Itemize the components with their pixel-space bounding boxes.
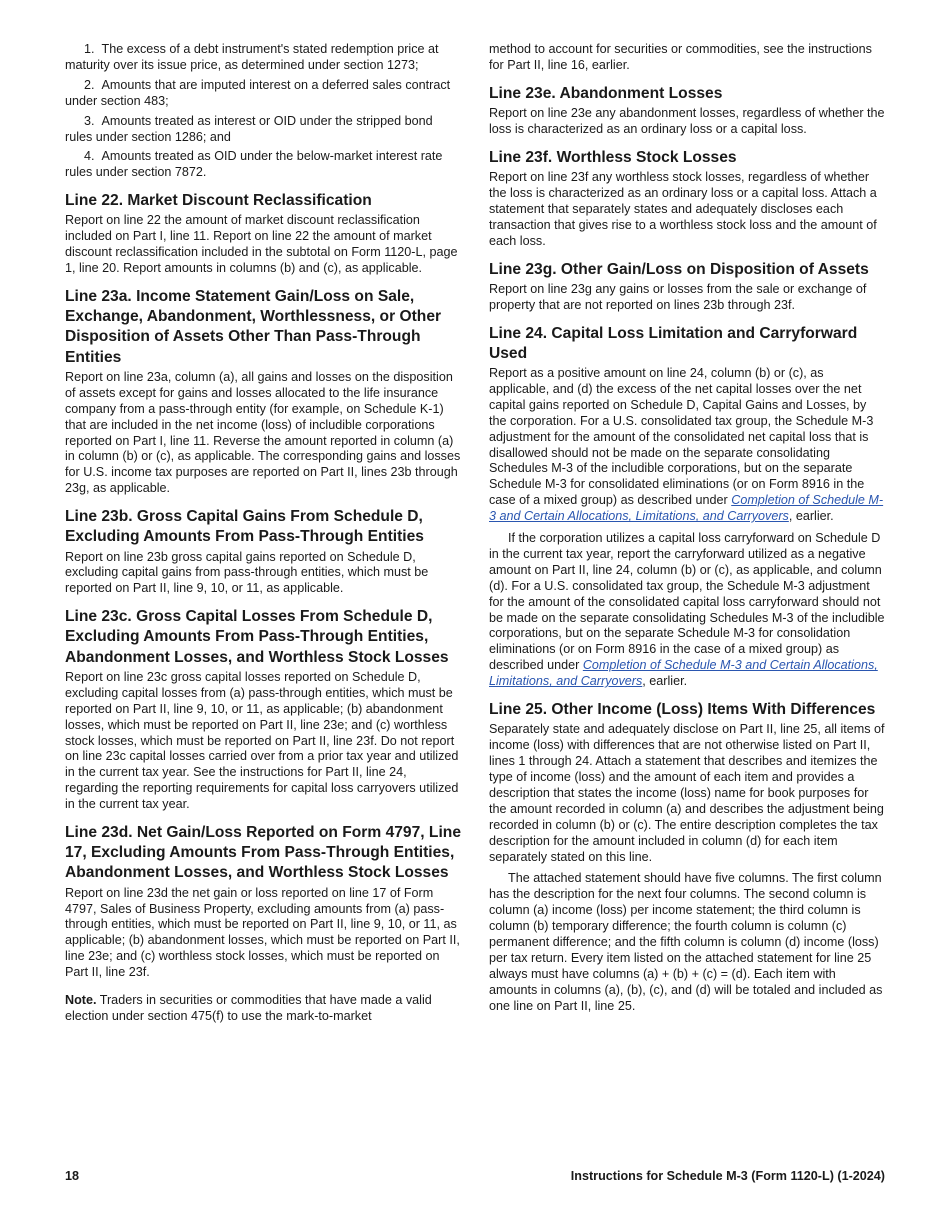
list-item-3: 3. Amounts treated as interest or OID under the stripped bond rules under section 1286; and <box>65 113 433 144</box>
heading-line-22: Line 22. Market Discount Reclassification <box>65 192 372 210</box>
body-line-23c: Report on line 23c gross capital losses reported on Schedule D, excluding capital losses from (a) pass-through entities, which must be reported on Part II, line 9, 10, or 11, as applicable; (b) abandonment losses, which must be reported on Part II, line 23e; and (c) worthless stock losses, which must be reported on Part II, line 23f. Do not report on line 23c capital losses carried over from a prior tax year and utilized in the current tax year. See the instructions for Part II, line 24, regarding the reporting requirements for capital loss carryovers utilized in the current tax year. <box>65 669 459 812</box>
body-line-25-p1: Separately state and adequately disclose on Part II, line 25, all items of income (loss) with differences that are not otherwise listed on Part II, lines 1 through 24. Attach a statement that describes and itemizes the type of income (loss) and the amount of each item and provides a description that states the income (loss) name for book purposes for the amount recorded in column (a) and describes the adjustment being recorded in column (b) or (c). The entire description completes the tax description for the amount included in column (d) for each item separately stated on this line. <box>489 722 885 864</box>
body-line-24-p2 <box>489 531 885 690</box>
line-24-p1-text: Report as a positive amount on line 24, column (b) or (c), as applicable, and (d) the excess of the net capital losses over the net capital gains reported on Schedule D, Capital Gains and Losses, by the corporation. For a U.S. consolidated tax group, the Schedule M-3 adjustment for the amount of the consolidated net capital loss that is disallowed should not be made on the separate consolidating Schedules M-3 of the includible corporations, but on the separate Schedule M-3 for consolidated eliminations (or on Form 8916 in the case of a mixed group) as described under <box>489 365 874 508</box>
heading-line-23e: Line 23e. Abandonment Losses <box>489 84 723 102</box>
note-label: Note. <box>65 993 97 1008</box>
note-paragraph <box>65 993 463 1025</box>
body-line-22: Report on line 22 the amount of market discount reclassification included on Part I, line 11. Report on line 22 the amount of market discount reclassification included in the subtotal on Form 1120-L, page 1, line 20. Report amounts in columns (b) and (c), as applicable. <box>65 213 458 276</box>
note-text: Traders in securities or commodities that have made a valid election under section 475(f) to use the mark-to-market <box>65 993 432 1023</box>
heading-line-23c: Line 23c. Gross Capital Losses From Schedule D, Excluding Amounts From Pass-Through Entities, Abandonment Losses, and Worthless Stock Losses <box>65 608 449 666</box>
line-24-p2-after: , earlier. <box>642 674 688 689</box>
body-line-23f: Report on line 23f any worthless stock losses, regardless of whether the loss is characterized as an ordinary loss or a capital loss. Attach a statement that separately states and adequately discloses each transaction that gives rise to a worthless stock loss and the amount of each loss. <box>489 170 877 248</box>
completion-schedule-m3-link[interactable]: Completion of Schedule M-3 and Certain Allocations, Limitations, and Carryovers <box>489 493 884 524</box>
list-item-2: 2. Amounts that are imputed interest on a deferred sales contract under section 483; <box>65 77 451 108</box>
heading-line-23b: Line 23b. Gross Capital Gains From Schedule D, Excluding Amounts From Pass-Through Entities <box>65 508 424 546</box>
completion-schedule-m3-link-2[interactable]: Completion of Schedule M-3 and Certain Allocations, Limitations, and Carryovers <box>489 658 878 689</box>
line-24-p1-after: , earlier. <box>788 509 834 524</box>
body-line-24-p1 <box>489 366 885 525</box>
right-column <box>489 42 885 1021</box>
list-item-4: 4. Amounts treated as OID under the below-market interest rate rules under section 7872. <box>65 149 443 180</box>
list-item-1: 1. The excess of a debt instrument's stated redemption price at maturity over its issue price, as determined under section 1273; <box>65 42 439 72</box>
heading-line-23d: Line 23d. Net Gain/Loss Reported on Form 4797, Line 17, Excluding Amounts From Pass-Through Entities, Abandonment Losses, and Worthless Stock Losses <box>65 824 461 882</box>
heading-line-24: Line 24. Capital Loss Limitation and Carryforward Used <box>489 324 858 362</box>
heading-line-23a: Line 23a. Income Statement Gain/Loss on Sale, Exchange, Abandonment, Worthlessness, or Other Disposition of Assets Other Than Pass-Through Entities <box>65 288 442 366</box>
heading-line-23g: Line 23g. Other Gain/Loss on Disposition of Assets <box>489 260 869 278</box>
page-number: 18 <box>65 1169 80 1183</box>
left-column <box>65 42 463 1031</box>
continuation-text: method to account for securities or commodities, see the instructions for Part II, line 16, earlier. <box>489 42 872 72</box>
body-line-23a: Report on line 23a, column (a), all gains and losses on the disposition of assets except for gains and losses allocated to the life insurance company from a pass-through entity (for example, on Schedule K-1) that are included in the net income (loss) of includible corporations reported on Part I, line 11. Reverse the amount reported in column (a) in column (b) or (c), as applicable. The corresponding gains and losses for U.S. income tax purposes are reported on Part II, lines 23b through 23g, as applicable. <box>65 369 461 496</box>
footer-doc-title: Instructions for Schedule M-3 (Form 1120-L) (1-2024) <box>570 1169 885 1183</box>
body-line-23g: Report on line 23g any gains or losses from the sale or exchange of property that are not reported on lines 23b through 23f. <box>489 281 867 312</box>
body-line-23b: Report on line 23b gross capital gains reported on Schedule D, excluding capital gains from pass-through entities, which must be reported on Part II, line 9, 10, or 11, as applicable. <box>65 549 429 596</box>
body-line-23d: Report on line 23d the net gain or loss reported on line 17 of Form 4797, Sales of Business Property, excluding amounts from (a) pass-through entities, which must be reported on Part II, line 9, 10, or 11, as applicable; (b) abandonment losses, which must be reported on Part II, line 23e; and (c) worthless stock losses, which must be reported on Part II, line 23f. <box>65 885 460 980</box>
heading-line-25: Line 25. Other Income (Loss) Items With Differences <box>489 701 876 719</box>
heading-line-23f: Line 23f. Worthless Stock Losses <box>489 148 737 166</box>
body-line-25-p2: The attached statement should have five columns. The first column has the description for the next four columns. The second column is column (a) income (loss) per income statement; the third column is column (b) temporary difference; the fourth column is column (c) permanent difference; and the fifth column is column (d) income (loss) per tax return. Every item listed on the attached statement for line 25 always must have columns (a) + (b) + (c) = (d). Each item with amounts in columns (a), (b), (c), and (d) will be totaled and included as one line on Part II, line 25. <box>489 871 883 1013</box>
line-24-p2-text: If the corporation utilizes a capital loss carryforward on Schedule D in the current tax year, report the carryforward utilized as a negative amount on Part II, line 24, column (b) or (c), as applicable, and column (d). For a U.S. consolidated tax group, the Schedule M-3 adjustment for the amount of the consolidated capital loss carryforward should not be made on the separate consolidating Schedules M-3 of the includible corporations, but on the separate Schedule M-3 for consolidation eliminations (or on Form 8916 in the case of a mixed group) as described under <box>489 531 885 673</box>
body-line-23e: Report on line 23e any abandonment losses, regardless of whether the loss is characterized as an ordinary loss or a capital loss. <box>489 106 885 136</box>
